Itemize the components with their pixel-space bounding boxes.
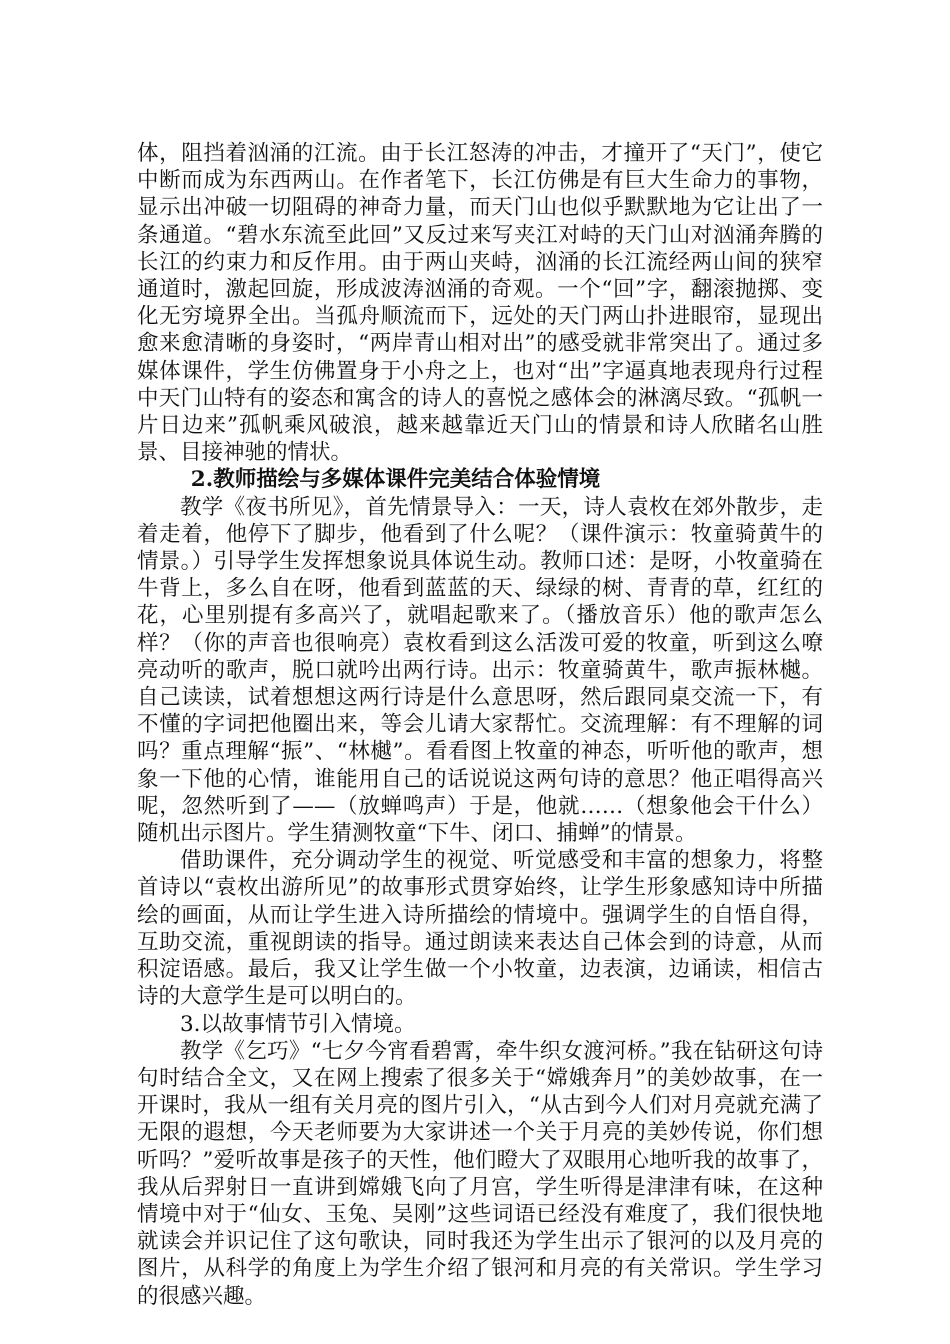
section-heading-2: 2.教师描绘与多媒体课件完美结合体验情境	[190, 467, 601, 493]
paragraph-yeshusuojian-lesson: 教学《夜书所见》，首先情景导入：一天，诗人袁枚在郊外散步，走着走着，他停下了脚步，他看到了什么呢？（课件演示：牧童骑黄牛的情景。）引导学生发挥想象说具体说生动。教师口述：是呀，小牧童骑在牛背上，多么自在呀，他看到蓝蓝的天、绿绿的树、青青的草，红红的花，心里别提有多高兴了，就唱起歌来了。（播放音乐）他的歌声怎么样？（你的声音也很响亮）袁枚看到这么活泼可爱的牧童，听到这么嘹亮动听的歌声，脱口就吟出两行诗。出示：牧童骑黄牛，歌声振林樾。自己读读，试着想想这两行诗是什么意思呀，然后跟同桌交流一下，有不懂的字词把他圈出来，等会儿请大家帮忙。交流理解：有不理解的词吗？重点理解“振”、“林樾”。看看图上牧童的神态，听听他的歌声，想象一下他的心情，谁能用自己的话说说这两句诗的意思？他正唱得高兴呢，忽然听到了——（放蝉鸣声）于是，他就……（想象他会干什么）随机出示图片。学生猜测牧童“下牛、闭口、捕蝉”的情景。	[137, 494, 823, 847]
paragraph-qiqiao-lesson: 教学《乞巧》“七夕今宵看碧霄，牵牛织女渡河桥。”我在钻研这句诗句时结合全文，又在网上搜索了很多关于“嫦娥奔月”的美妙故事，在一开课时，我从一组有关月亮的图片引入，“从古到今人们对月亮就充满了无限的遐想，今天老师要为大家讲述一个关于月亮的美妙传说，你们想听吗？”爱听故事是孩子的天性，他们瞪大了双眼用心地听我的故事了，我从后羿射日一直讲到嫦娥飞向了月宫，学生听得是津津有味，在这种情境中对于“仙女、玉兔、吴刚”这些词语已经没有难度了，我们很快地就读会并识记住了这句歌诀，同时我还为学生出示了银河的以及月亮的图片，从科学的角度上为学生介绍了银河和月亮的有关常识。学生学习的很感兴趣。	[137, 1038, 823, 1309]
paragraph-courseware-reflection: 借助课件，充分调动学生的视觉、听觉感受和丰富的想象力，将整首诗以“袁枚出游所见”的故事形式贯穿始终，让学生形象感知诗中所描绘的画面，从而让学生进入诗所描绘的情境中。强调学生的自悟自得，互助交流，重视朗读的指导。通过朗读来表达自己体会到的诗意，从而积淀语感。最后，我又让学生做一个小牧童，边表演，边诵读，相信古诗的大意学生是可以明白的。	[137, 848, 823, 1010]
section-heading-3: 3.以故事情节引入情境。	[180, 1011, 416, 1037]
paragraph-tianmen-analysis: 体，阻挡着汹涌的江流。由于长江怒涛的冲击，才撞开了“天门”，使它中断而成为东西两山。在作者笔下，长江仿佛是有巨大生命力的事物，显示出冲破一切阻碍的神奇力量，而天门山也似乎默默地为它让出了一条通道。“碧水东流至此回”又反过来写夹江对峙的天门山对汹涌奔腾的长江的约束力和反作用。由于两山夹峙，汹涌的长江流经两山间的狭窄通道时，激起回旋，形成波涛汹涌的奇观。一个“回”字，翻滚抛掷、变化无穷境界全出。当孤舟顺流而下，远处的天门两山扑进眼帘，显现出愈来愈清晰的身姿时，“两岸青山相对出”的感受就非常突出了。通过多媒体课件，学生仿佛置身于小舟之上，也对“出”字逼真地表现舟行过程中天门山特有的姿态和寓含的诗人的喜悦之感体会的淋漓尽致。“孤帆一片日边来”孤帆乘风破浪，越来越靠近天门山的情景和诗人欣睹名山胜景、目接神驰的情状。	[137, 141, 823, 466]
document-page	[137, 140, 823, 1310]
